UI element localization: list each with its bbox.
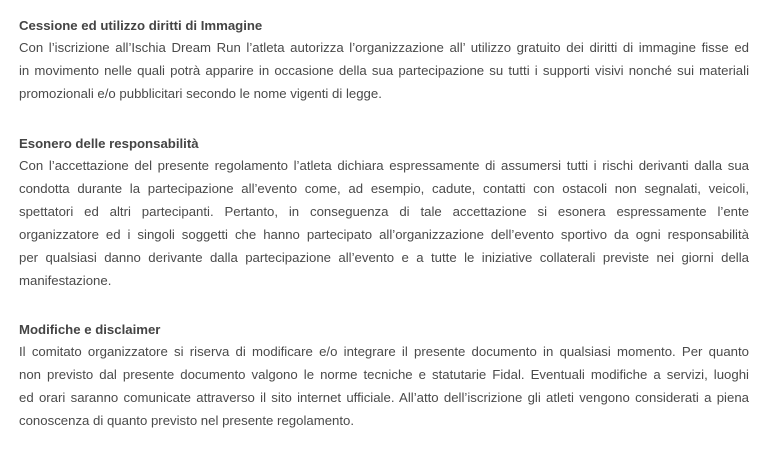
- body-line: Con l’iscrizione all’Ischia Dream Run l’atleta autorizza l’organizzazione all’ utilizzo gratuito dei diritti di immagine fisse ed: [19, 40, 749, 55]
- section-title: Esonero delle responsabilità: [19, 136, 199, 151]
- body-line: Con l’accettazione del presente regolamento l’atleta dichiara espressamente di assumersi tutti i rischi derivanti dalla sua: [19, 158, 749, 173]
- body-line: in movimento nelle quali potrà apparire in occasione della sua partecipazione su tutti i supporti visivi nonché sui materiali: [19, 63, 749, 78]
- section-title: Modifiche e disclaimer: [19, 322, 161, 337]
- body-line: organizzatore ed i singoli soggetti che hanno partecipato all’organizzazione dell’evento sportivo da ogni responsabilità: [19, 227, 749, 242]
- section-body: [19, 154, 749, 292]
- body-line: manifestazione.: [19, 273, 112, 288]
- body-line: promozionali e/o pubblicitari secondo le nome vigenti di legge.: [19, 86, 382, 101]
- body-line: condotta durante la partecipazione all’evento come, ad esempio, cadute, contatti con ostacoli non segnalati, veicoli,: [19, 181, 749, 196]
- section-body: [19, 340, 749, 432]
- section-image-rights: [19, 16, 749, 105]
- section-changes-disclaimer: [19, 320, 749, 432]
- section-liability-waiver: [19, 134, 749, 292]
- body-line: spettatori ed altri partecipanti. Pertanto, in conseguenza di tale accettazione si esonera espressamente l’ente: [19, 204, 749, 219]
- section-body: [19, 36, 749, 105]
- body-line: conoscenza di quanto previsto nel presente regolamento.: [19, 413, 355, 428]
- body-line: ed orari saranno comunicate attraverso il sito internet ufficiale. All’atto dell’iscrizione gli atleti vengono considerati a piena: [19, 390, 749, 405]
- body-line: non previsto dal presente documento valgono le norme tecniche e statutarie Fidal. Eventuali modifiche a servizi, luoghi: [19, 367, 749, 382]
- section-title: Cessione ed utilizzo diritti di Immagine: [19, 18, 263, 33]
- body-line: per qualsiasi danno derivante dalla partecipazione all’evento e a tutte le iniziative collaterali previste nei giorni della: [19, 250, 749, 265]
- body-line: Il comitato organizzatore si riserva di modificare e/o integrare il presente documento in qualsiasi momento. Per quanto: [19, 344, 749, 359]
